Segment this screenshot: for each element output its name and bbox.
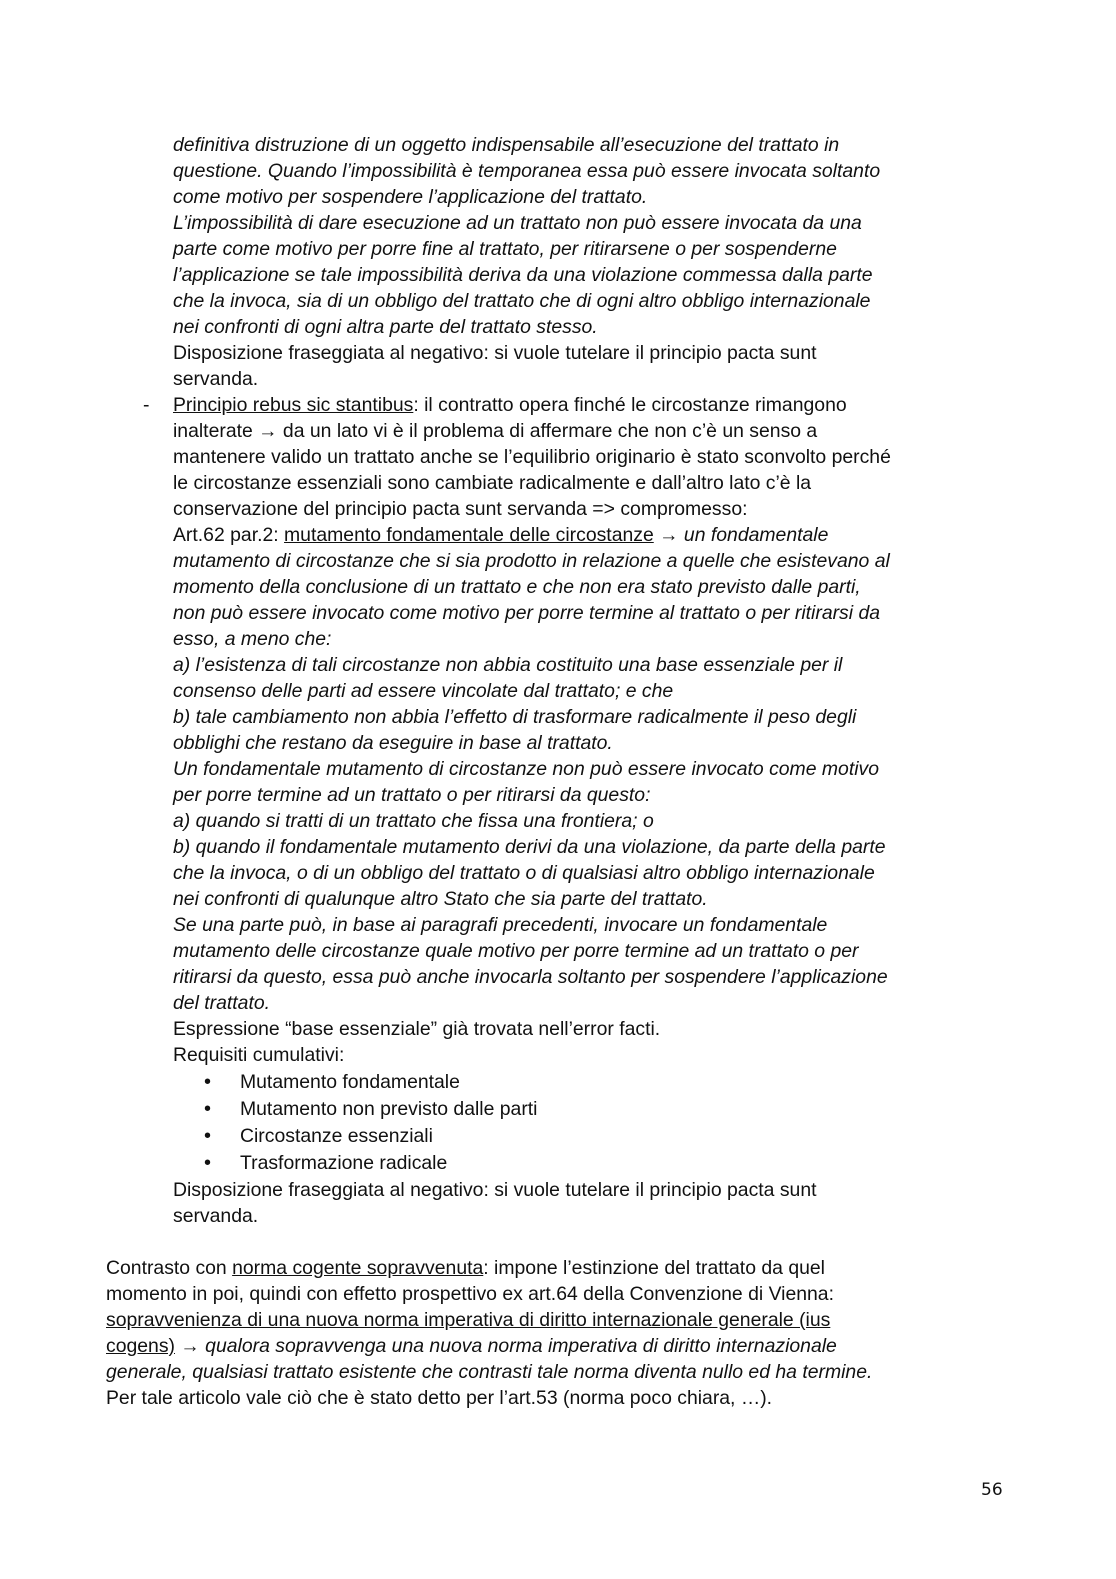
text-segment: Art.62 par.2: [173, 524, 285, 546]
text-segment: come motivo per sospendere l’applicazione del trattato. [173, 186, 648, 208]
list-item [240, 1123, 433, 1149]
text-line [173, 1177, 817, 1203]
text-line [106, 1385, 772, 1411]
text-segment: le circostanze essenziali sono cambiate radicalmente e dall’altro lato c’è la [173, 472, 812, 494]
text-segment: generale, qualsiasi trattato esistente che contrasti tale norma diventa nullo ed ha termine. [106, 1361, 873, 1383]
text-segment: parte come motivo per porre fine al trattato, per ritirarsene o per sospenderne [173, 238, 837, 260]
text-line [173, 184, 647, 210]
text-line [173, 418, 817, 444]
text-segment: b) quando il fondamentale mutamento derivi da una violazione, da parte della parte [173, 836, 886, 858]
text-segment: momento in poi, quindi con effetto prospettivo ex art.64 della Convenzione di Vienna: [106, 1283, 834, 1305]
text-line [173, 938, 859, 964]
text-segment: Un fondamentale mutamento di circostanze non può essere invocato come motivo [173, 758, 879, 780]
text-segment: conservazione del principio pacta sunt servanda => compromesso: [173, 498, 748, 520]
bullet-icon [204, 1123, 211, 1149]
text-segment: consenso delle parti ad essere vincolate dal trattato; e che [173, 680, 674, 702]
text-line [173, 990, 270, 1016]
text-line [173, 964, 888, 990]
text-segment: Disposizione fraseggiata al negativo: si vuole tutelare il principio pacta sunt [173, 342, 817, 364]
text-segment: a) quando si tratti di un trattato che fissa una frontiera; o [173, 810, 654, 832]
text-segment: : impone l’estinzione del trattato da quel [483, 1257, 825, 1279]
text-segment: l’applicazione se tale impossibilità deriva da una violazione commessa dalla parte [173, 264, 873, 286]
text-line [173, 860, 875, 886]
text-line [173, 574, 861, 600]
text-line [173, 444, 891, 470]
text-line [173, 158, 880, 184]
text-segment: che la invoca, o di un obbligo del trattato o di qualsiasi altro obbligo internazionale [173, 862, 875, 884]
text-segment: definitiva distruzione di un oggetto indispensabile all’esecuzione del trattato in [173, 134, 840, 156]
text-segment: • [204, 1152, 212, 1174]
text-segment: servanda. [173, 368, 259, 390]
list-item [240, 1069, 460, 1095]
text-segment: Requisiti cumulativi: [173, 1044, 345, 1066]
text-segment: inalterate → da un lato vi è il problema di affermare che non c’è un senso a [173, 420, 818, 442]
text-segment: Se una parte può, in base ai paragrafi precedenti, invocare un fondamentale [173, 914, 828, 936]
text-segment: L’impossibilità di dare esecuzione ad un trattato non può essere invocata da una [173, 212, 862, 234]
text-segment: a) l’esistenza di tali circostanze non abbia costituito una base essenziale per il [173, 654, 843, 676]
text-segment: • [204, 1071, 212, 1093]
text-segment: mantenere valido un trattato anche se l’equilibrio originario è stato sconvolto perché [173, 446, 891, 468]
text-line [173, 1203, 258, 1229]
text-segment: ritirarsi da questo, essa può anche invocarla soltanto per sospendere l’applicazione [173, 966, 888, 988]
text-line [173, 704, 856, 730]
text-line [173, 470, 811, 496]
text-segment: sopravvenienza di una nuova norma imperativa di diritto internazionale generale (ius [106, 1309, 831, 1331]
text-segment: - [143, 394, 150, 416]
text-segment: esso, a meno che: [173, 628, 332, 650]
text-line [173, 626, 331, 652]
list-dash [143, 392, 149, 418]
text-segment: che la invoca, sia di un obbligo del trattato che di ogni altro obbligo internazionale [173, 290, 871, 312]
text-segment: non può essere invocato come motivo per porre termine al trattato o per ritirarsi da [173, 602, 881, 624]
bullet-icon [204, 1150, 211, 1176]
text-segment: Per tale articolo vale ciò che è stato detto per l’art.53 (norma poco chiara, …). [106, 1387, 773, 1409]
text-line [173, 210, 862, 236]
text-line [173, 366, 258, 392]
text-line [173, 1042, 344, 1068]
text-segment: : il contratto opera finché le circostanze rimangono [413, 394, 847, 416]
bullet-icon [204, 1096, 211, 1122]
text-line [173, 912, 827, 938]
text-segment: servanda. [173, 1205, 259, 1227]
text-line [173, 808, 654, 834]
text-line [173, 548, 890, 574]
text-segment: mutamento fondamentale delle circostanze [284, 524, 654, 546]
text-line [173, 340, 817, 366]
text-line [173, 756, 879, 782]
text-segment: • [204, 1098, 212, 1120]
text-segment: → [175, 1335, 206, 1357]
text-line [173, 496, 748, 522]
text-line [106, 1333, 837, 1359]
text-line [106, 1255, 825, 1281]
text-segment: nei confronti di qualunque altro Stato che sia parte del trattato. [173, 888, 708, 910]
text-segment: Trasformazione radicale [240, 1152, 448, 1174]
text-line [173, 678, 673, 704]
text-line [173, 600, 880, 626]
text-line [173, 288, 870, 314]
text-segment: Mutamento fondamentale [240, 1071, 460, 1093]
text-segment: Disposizione fraseggiata al negativo: si vuole tutelare il principio pacta sunt [173, 1179, 817, 1201]
text-line [173, 834, 886, 860]
text-line [106, 1359, 872, 1385]
text-segment: • [204, 1125, 212, 1147]
text-segment: Principio rebus sic stantibus [173, 394, 414, 416]
list-item [240, 1150, 447, 1176]
text-segment: nei confronti di ogni altra parte del trattato stesso. [173, 316, 598, 338]
text-line [173, 236, 837, 262]
text-segment: mutamento di circostanze che si sia prodotto in relazione a quelle che esistevano al [173, 550, 890, 572]
text-segment: per porre termine ad un trattato o per ritirarsi da questo: [173, 784, 651, 806]
text-segment: momento della conclusione di un trattato e che non era stato previsto dalle parti, [173, 576, 861, 598]
text-segment: mutamento delle circostanze quale motivo per porre termine ad un trattato o per [173, 940, 859, 962]
text-line [173, 782, 650, 808]
text-segment: del trattato. [173, 992, 271, 1014]
text-line [173, 1016, 660, 1042]
list-item [240, 1096, 538, 1122]
text-line [173, 522, 828, 548]
text-line [173, 730, 613, 756]
text-line [173, 132, 839, 158]
text-line [106, 1307, 830, 1333]
text-segment: Mutamento non previsto dalle parti [240, 1098, 538, 1120]
text-line [106, 1281, 834, 1307]
text-segment: cogens) [106, 1335, 175, 1357]
text-segment: Contrasto con [106, 1257, 233, 1279]
text-segment: un fondamentale [683, 524, 829, 546]
text-segment: → [653, 524, 684, 546]
page-number: 56 [981, 1480, 1003, 1500]
text-segment: qualora sopravvenga una nuova norma imperativa di diritto internazionale [205, 1335, 837, 1357]
text-segment: b) tale cambiamento non abbia l’effetto di trasformare radicalmente il peso degli [173, 706, 857, 728]
text-line [173, 392, 847, 418]
text-segment: Espressione “base essenziale” già trovata nell’error facti. [173, 1018, 661, 1040]
text-segment: questione. Quando l’impossibilità è temporanea essa può essere invocata soltanto [173, 160, 881, 182]
text-segment: norma cogente sopravvenuta [232, 1257, 484, 1279]
text-segment: obblighi che restano da eseguire in base al trattato. [173, 732, 613, 754]
text-line [173, 886, 708, 912]
text-line [173, 262, 873, 288]
bullet-icon [204, 1069, 211, 1095]
text-line [173, 652, 842, 678]
text-segment: Circostanze essenziali [240, 1125, 433, 1147]
text-line [173, 314, 598, 340]
